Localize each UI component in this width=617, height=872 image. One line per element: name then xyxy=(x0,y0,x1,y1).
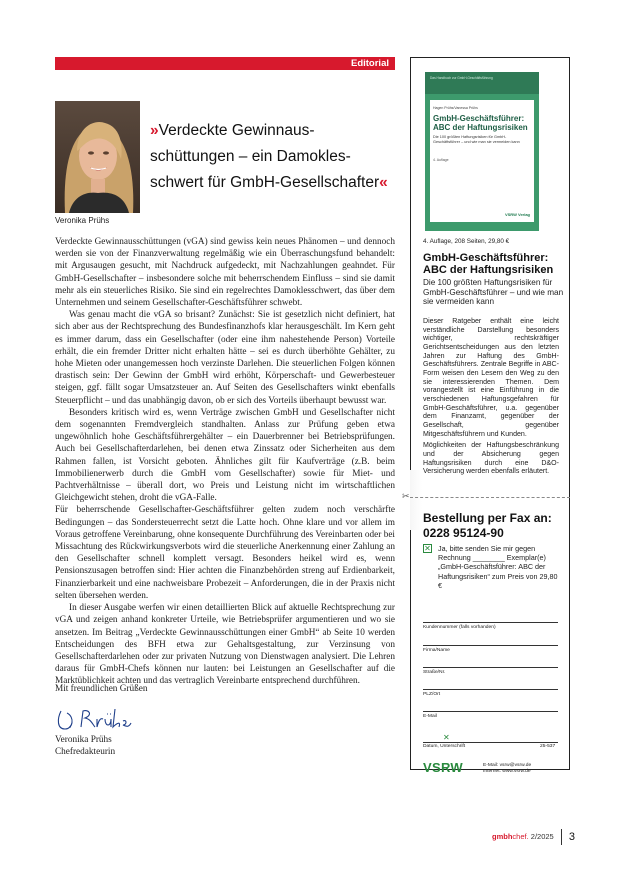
order-code: 25-537 xyxy=(540,744,556,749)
headline-close-mark: « xyxy=(379,174,388,191)
portrait-caption: Veronika Prühs xyxy=(55,216,110,225)
contact-email[interactable]: E-Mail: vsrw@vsrw.de xyxy=(483,763,532,768)
date-signature-label: Datum, Unterschrift xyxy=(423,744,466,749)
company-name-field[interactable] xyxy=(423,645,558,646)
order-title: Bestellung per Fax an: 0228 95124-90 xyxy=(423,511,552,540)
body-paragraph: Besonders kritisch wird es, wenn Verträge zwischen GmbH und Gesellschafter nicht dem sogenannten Fremdvergleich standhalten. Anlass zur Prüfung geben etwa ungewöhnlich hohe Geschäftsführergehälter – ein Dauerbrenner bei Betriebsprüfungen. Auch bei Gesellschafterdarlehen, bei denen etwa Zinssatz oder Sicherheiten aus dem Rahmen fallen, ist Vorsicht geboten. Ähnliches gilt für Kaufverträge (z.B. beim Immobilienerwerb durch die GmbH vom Gesellschafter) sowie für Miet- und Pachtverhältnisse – überall dort, wo Preis und Leistung nicht im wirtschaftlichen Gleichgewicht stehen, droht die vGA-Falle. xyxy=(55,407,395,504)
headline-open-mark: » xyxy=(150,122,159,139)
editorial-body xyxy=(55,236,395,688)
signature-field[interactable] xyxy=(423,742,558,743)
publisher-logo: VSRW Verlag xyxy=(504,212,530,217)
signatory-title: Chefredakteurin xyxy=(55,747,116,758)
email-label: E-Mail xyxy=(423,714,437,719)
book-title: GmbH-Geschäftsführer: ABC der Haftungsrisiken xyxy=(423,252,554,276)
order-text: Ja, bitte senden Sie mir gegen Rechnung ________ Exemplar(e) „GmbH-Geschäftsführer: ABC der Haftungsrisiken“ zum Preis von 29,80 € xyxy=(438,544,558,590)
book-series: Das Handbuch zur GmbH-Geschäftsführung xyxy=(430,76,493,80)
book-author: Hagen Prühs/Vanessa Prühs xyxy=(433,106,478,110)
body-paragraph: Für beherrschende Gesellschafter-Geschäftsführer gelten zudem noch verschärfte Bedingungen – das Sondersteuerrecht setzt die Latte hoch. Ohne klare und vor allem im Voraus getroffene Vereinbarung, ohne konsequente Durchführung des Vereinbarten oder bei Missachtung des Rückwirkungsverbots wird die steuerliche Anerkennung einer Zahlung an den Gesellschafter schnell komplett versagt. Besonders heikel wird es, wenn Pensionszusagen betroffen sind: Hier achten die Finanzbehörden streng auf Erdienbarkeit, Finanzierbarkeit und eine nachweisbare Probezeit – Anforderungen, die in der Praxis nicht selten übersehen werden. xyxy=(55,505,395,601)
footer-brand-suffix: chef. xyxy=(512,831,529,841)
book-cover xyxy=(425,72,539,231)
contact-web[interactable]: Internet: www.vsrw.de xyxy=(483,769,531,775)
postal-city-label: PLZ/Ort xyxy=(423,692,441,697)
vsrw-logo-text: VSRW xyxy=(423,760,463,775)
street-field[interactable] xyxy=(423,667,558,668)
page-footer xyxy=(492,829,575,845)
order-checkbox[interactable]: ✕ xyxy=(424,544,431,553)
editorial-headline xyxy=(150,118,395,196)
description-paragraph: Möglichkeiten der Haftungsbeschränkung und der Absicherung gegen Haftungsrisiken durch eine D&O-Versicherung werden ebenfalls erläutert. xyxy=(423,442,559,476)
headline-line-3: schwert für GmbH-Gesellschafter« xyxy=(150,174,388,191)
customer-number-field[interactable] xyxy=(423,622,558,623)
footer-brand: gmbh xyxy=(492,831,513,841)
vsrw-logo xyxy=(423,760,463,775)
street-label: Straße/Nr. xyxy=(423,670,446,675)
page-number: 3 xyxy=(568,831,576,843)
body-paragraph: Verdeckte Gewinnausschüttungen (vGA) sind gewiss kein neues Phänomen – und dennoch werden sie von der Finanzverwaltung regelmäßig wie ein Überraschungsfund behandelt: mit Argusaugen gesucht, mit Nachdruck aufgedeckt, mit Nachzahlungen geahndet. Für GmbH-Gesellschafter – insbesondere solche mit beherrschendem Einfluss – sind sie damit mehr als ein steuerliches Risiko. Sie sind ein regelrechtes Damoklesschwert, das über dem Unternehmen und seinem Gesellschafter-Geschäftsführer schwebt. xyxy=(55,237,395,309)
email-field[interactable] xyxy=(423,711,558,712)
book-description xyxy=(423,318,559,480)
book-cover-title: GmbH-Geschäftsführer: ABC der Haftungsrisiken xyxy=(433,114,528,132)
section-header-bar xyxy=(55,57,395,70)
customer-number-label: Kundennummer (falls vorhanden) xyxy=(423,625,496,630)
headline-line-1: »Verdeckte Gewinnaus- xyxy=(150,122,315,139)
body-paragraph: In dieser Ausgabe werfen wir einen detaillierten Blick auf aktuelle Rechtsprechung zur vGA und zeigen anhand konkreter Urteile, wie Betriebsprüfer argumentieren und wo sie ansetzen. Im Beitrag „Verdeckte Gewinnausschüttungen einer GmbH“ ab Seite 10 werden Entscheidungen des BFH etwa zur Gehaltsgestaltung, zur Verzinsung von Gesellschafterdarlehen oder zur privaten Nutzung von Dienstwagen analysiert. Die Lehren daraus für GmbH-Chefs können nur lauten: bei Leistungen an Gesellschafter auf die Marktüblichkeit achten und das vertraglich Vereinbarte entsprechend durchführen. xyxy=(55,603,395,687)
postal-city-field[interactable] xyxy=(423,689,558,690)
book-info: 4. Auflage, 208 Seiten, 29,80 € xyxy=(423,238,510,245)
body-paragraph: Was genau macht die vGA so brisant? Zunächst: Sie ist gesetzlich nicht definiert, hat sich aber aus der Rechtsprechung des Bundesfinanzhofs klar herausgeschält. Im Kern geht es immer darum, dass ein Gesellschafter (oder eine ihm nahestehende Person) Vorteile erhält, die ein fremder Dritter nicht erhalten hätte – sei es durch überhöhte Gehälter, zu hohe Mieten oder unangemessen hoch verzinste Darlehen. Die steuerlichen Folgen können drastisch sein: Der Gewinn der GmbH wird erhöht, Körperschaft- und Gewerbesteuer steigen, ggf. fällt sogar Umsatzsteuer an. Auf Seiten des Gesellschafters winkt ebenfalls Steuerpflicht – und das unabhängig davon, ob er sich des Vorteils überhaupt bewusst war. xyxy=(55,310,395,406)
section-label: Editorial xyxy=(350,58,389,69)
book-edition: 4. Auflage xyxy=(433,158,449,162)
signatory-name: Veronika Prühs xyxy=(55,735,112,745)
watermark-shape xyxy=(410,470,422,530)
headline-line-2: schüttungen – ein Damokles- xyxy=(150,148,351,165)
book-subtitle: Die 100 größten Haftungsrisiken für GmbH-Geschäftsführer – und wie man sie vermeiden kann xyxy=(423,278,564,307)
cut-line xyxy=(410,497,570,498)
signature-mark: ✕ xyxy=(443,733,450,742)
description-paragraph: Dieser Ratgeber enthält eine leicht verständliche Darstellung besonders wichtiger, rechtskräftiger Gerichtsentscheidungen aus den letzten Jahren zur Haftung des GmbH-Geschäftsführers. Zentrale Begriffe in ABC-Form weisen den Lesern den Weg zu den sie interessierenden Themen. Dem vorangestellt ist eine Einführung in die verschiedenen Haftungsgefahren für GmbH-Geschäftsführer, u.a. gegenüber dem Finanzamt, gegenüber der Gesellschaft, gegenüber Mitgeschäftsführern und Kunden. xyxy=(423,318,559,438)
footer-divider xyxy=(561,829,562,845)
scissors-icon: ✂ xyxy=(402,492,410,502)
footer-issue: 2/2025 xyxy=(530,831,554,841)
contact-info xyxy=(483,763,531,775)
closing-greeting: Mit freundlichen Grüßen xyxy=(55,684,148,694)
book-cover-subtitle: Die 100 größten Haftungsrisiken für GmbH-Geschäftsführer – und wie man sie vermeiden kann xyxy=(433,135,520,144)
signatory xyxy=(55,734,115,758)
author-portrait xyxy=(55,101,140,213)
company-name-label: Firma/Name xyxy=(423,648,450,653)
